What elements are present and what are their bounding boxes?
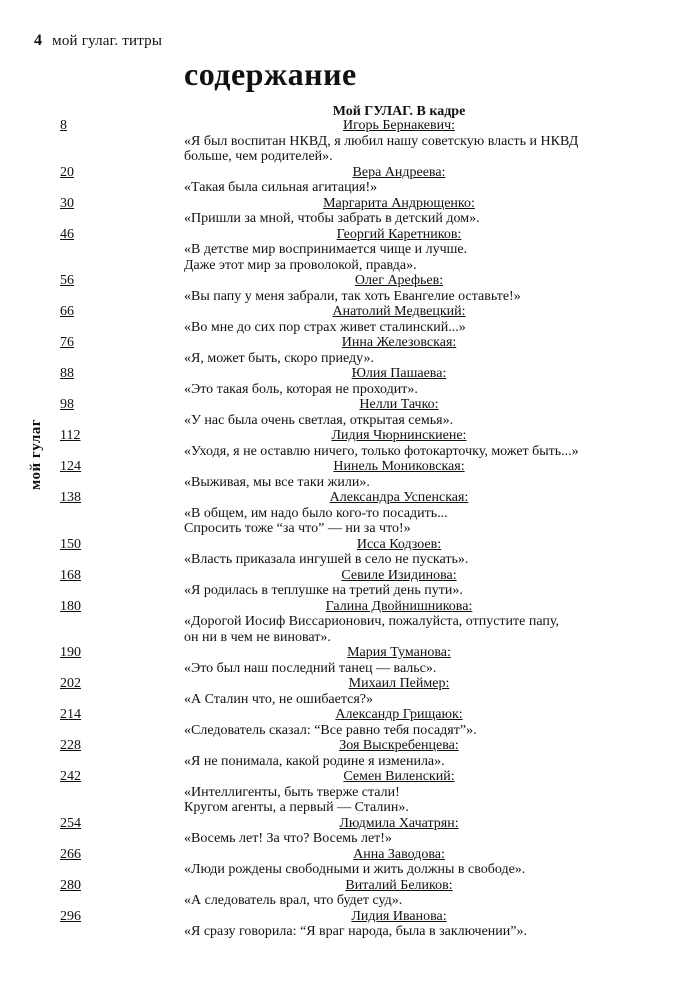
toc-author-name[interactable]: Лидия Чюрнинскиене:: [331, 428, 467, 443]
toc-quote-line: «Интеллигенты, быть тверже стали!: [184, 784, 400, 800]
side-label: мой гулаг: [28, 418, 44, 490]
toc-entry[interactable]: [60, 847, 660, 878]
toc-author-name[interactable]: Александр Грищаюк:: [335, 707, 463, 722]
toc-quote-line: «Следователь сказал: “Все равно тебя посадят”».: [184, 722, 477, 738]
toc-page-number[interactable]: 296: [60, 908, 81, 924]
toc-page-number[interactable]: 98: [60, 397, 74, 412]
toc-author-name[interactable]: Исса Кодзоев:: [356, 536, 442, 552]
toc-page-number[interactable]: 190: [60, 645, 81, 660]
toc-entry[interactable]: [60, 165, 660, 196]
toc-author-name[interactable]: Юлия Пашаева:: [351, 366, 447, 381]
toc-entry[interactable]: [60, 599, 660, 646]
toc-author-name[interactable]: Людмила Хачатрян:: [339, 815, 459, 831]
toc-quote-line: «Вы папу у меня забрали, так хоть Евангелие оставьте!»: [184, 288, 521, 304]
toc-author-name[interactable]: Севиле Изидинова:: [341, 567, 457, 583]
toc-page-number[interactable]: 30: [60, 195, 74, 211]
toc-entry[interactable]: [60, 537, 660, 568]
toc-entry[interactable]: [60, 738, 660, 769]
toc-quote-line: «В общем, им надо было кого-то посадить...: [184, 505, 448, 521]
toc-quote-line: больше, чем родителей».: [184, 149, 333, 164]
toc-author-name[interactable]: Мария Туманова:: [347, 645, 451, 660]
toc-entry[interactable]: [60, 335, 660, 366]
toc-quote-line: «А Сталин что, не ошибается?»: [184, 691, 374, 707]
toc-author-name[interactable]: Галина Двойнишникова:: [325, 598, 473, 614]
toc-author-name[interactable]: Игорь Бернакевич:: [342, 118, 456, 133]
toc-quote-line: «Такая была сильная агитация!»: [184, 180, 378, 195]
toc-author-name[interactable]: Нелли Тачко:: [359, 397, 439, 412]
toc-entry[interactable]: [60, 273, 660, 304]
toc-author-name[interactable]: Зоя Выскребенцева:: [339, 738, 459, 753]
toc-page-number[interactable]: 280: [60, 877, 81, 893]
toc-entry[interactable]: [60, 909, 660, 940]
running-head: [34, 32, 162, 50]
toc-quote-line: «В детстве мир воспринимается чище и лучше.: [184, 242, 468, 257]
toc-author-name[interactable]: Анна Заводова:: [353, 846, 445, 862]
toc-entry[interactable]: [60, 769, 660, 816]
toc-author-name[interactable]: Нинель Мониковская:: [333, 459, 465, 474]
toc-quote-line: «Я не понимала, какой родине я изменила».: [184, 753, 445, 769]
toc-author-name[interactable]: Маргарита Андрющенко:: [323, 195, 475, 211]
toc-entry[interactable]: [60, 676, 660, 707]
toc-page-number[interactable]: 168: [60, 567, 81, 583]
running-head-text: мой гулаг. титры: [52, 33, 163, 49]
toc-quote-line: он ни в чем не виноват».: [184, 629, 331, 645]
toc-page-number[interactable]: 228: [60, 738, 81, 753]
toc-entry[interactable]: [60, 645, 660, 676]
toc-quote-line: Даже этот мир за проволокой, правда».: [184, 257, 417, 273]
page-title: содержание: [184, 56, 357, 92]
toc-entry[interactable]: [60, 304, 660, 335]
toc-quote-line: «Это такая боль, которая не проходит».: [184, 381, 418, 397]
toc-page-number[interactable]: 112: [60, 428, 81, 443]
toc-author-name[interactable]: Михаил Пеймер:: [348, 676, 450, 691]
toc-quote-line: «Я, может быть, скоро приеду».: [184, 350, 374, 366]
toc-entry[interactable]: [60, 816, 660, 847]
toc-entry[interactable]: [60, 459, 660, 490]
toc-entry[interactable]: [60, 196, 660, 227]
toc-page-number[interactable]: 180: [60, 598, 81, 614]
toc-quote-line: «Люди рождены свободными и жить должны в свободе».: [184, 862, 526, 877]
toc-quote-line: «У нас была очень светлая, открытая семья».: [184, 412, 454, 428]
toc-quote-line: «А следователь врал, что будет суд».: [184, 893, 403, 908]
toc-page-number[interactable]: 150: [60, 536, 81, 552]
table-of-contents: [60, 118, 660, 940]
toc-page-number[interactable]: 8: [60, 118, 67, 133]
toc-quote-line: «Восемь лет! За что? Восемь лет!»: [184, 831, 392, 846]
toc-page-number[interactable]: 76: [60, 335, 74, 350]
toc-quote-line: «Я родилась в теплушке на третий день пути».: [184, 583, 463, 598]
toc-quote-line: «Я был воспитан НКВД, я любил нашу советскую власть и НКВД: [184, 133, 579, 149]
toc-entry[interactable]: [60, 428, 660, 459]
toc-page-number[interactable]: 138: [60, 490, 81, 505]
toc-page-number[interactable]: 46: [60, 226, 74, 242]
toc-page-number[interactable]: 66: [60, 304, 74, 319]
toc-author-name[interactable]: Лидия Иванова:: [351, 908, 447, 924]
toc-quote-line: Кругом агенты, а первый — Сталин».: [184, 800, 409, 815]
toc-quote-line: «Дорогой Иосиф Виссарионович, пожалуйста, отпустите папу,: [184, 614, 559, 629]
toc-quote-line: «Во мне до сих пор страх живет сталинский...»: [184, 319, 466, 335]
toc-quote-line: «Я сразу говорила: “Я враг народа, была в заключении”».: [184, 924, 527, 939]
toc-page-number[interactable]: 266: [60, 846, 81, 862]
toc-entry[interactable]: [60, 878, 660, 909]
toc-quote-line: «Это был наш последний танец — вальс».: [184, 660, 437, 676]
toc-page-number[interactable]: 254: [60, 815, 81, 831]
section-heading: Мой ГУЛАГ. В кадре: [332, 104, 466, 119]
toc-entry[interactable]: [60, 568, 660, 599]
toc-quote-line: Спросить тоже “за что” — ни за что!»: [184, 521, 411, 536]
toc-page-number[interactable]: 56: [60, 273, 74, 288]
toc-page-number[interactable]: 20: [60, 164, 74, 180]
toc-author-name[interactable]: Георгий Каретников:: [336, 226, 462, 242]
toc-author-name[interactable]: Инна Железовская:: [341, 335, 457, 350]
toc-quote-line: «Власть приказала ингушей в село не пускать».: [184, 552, 469, 567]
page-number: 4: [34, 32, 43, 49]
toc-page-number[interactable]: 214: [60, 707, 81, 722]
toc-page-number[interactable]: 124: [60, 459, 81, 474]
toc-page-number[interactable]: 88: [60, 366, 74, 381]
toc-author-name[interactable]: Анатолий Медвецкий:: [332, 304, 466, 319]
toc-author-name[interactable]: Семен Виленский:: [343, 769, 455, 784]
toc-entry[interactable]: [60, 118, 660, 165]
toc-author-name[interactable]: Виталий Беликов:: [345, 877, 453, 893]
toc-entry[interactable]: [60, 707, 660, 738]
toc-author-name[interactable]: Александра Успенская:: [329, 490, 469, 505]
toc-entry[interactable]: [60, 490, 660, 537]
toc-entry[interactable]: [60, 366, 660, 397]
toc-entry[interactable]: [60, 397, 660, 428]
toc-quote-line: «Уходя, я не оставлю ничего, только фотокарточку, может быть...»: [184, 443, 579, 459]
toc-page-number[interactable]: 202: [60, 676, 81, 691]
toc-quote-line: «Пришли за мной, чтобы забрать в детский дом».: [184, 211, 480, 226]
toc-entry[interactable]: [60, 227, 660, 274]
toc-author-name[interactable]: Вера Андреева:: [352, 164, 446, 180]
toc-quote-line: «Выживая, мы все таки жили».: [184, 474, 370, 490]
toc-page-number[interactable]: 242: [60, 769, 81, 784]
toc-author-name[interactable]: Олег Арефьев:: [354, 273, 444, 288]
